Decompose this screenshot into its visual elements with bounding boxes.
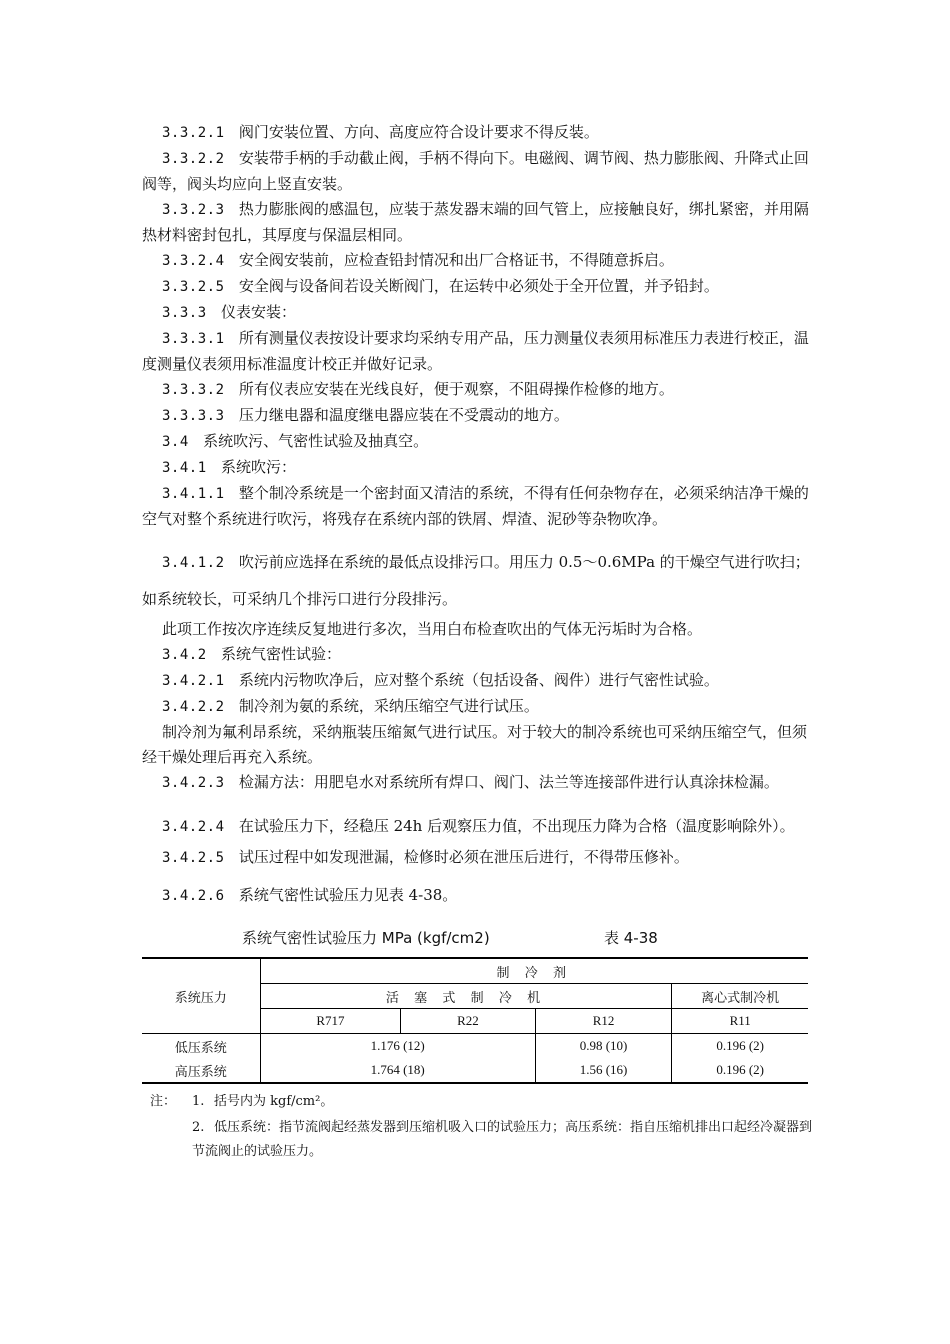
clause-number: 3.4.1.2 [162,555,225,571]
clause-number: 3.3.3.2 [162,382,225,398]
clause-number: 3.4.1.1 [162,486,225,502]
sub-header-centrifugal: 离心式制冷机 [672,984,808,1009]
table-cell: 1.176 (12) [260,1034,535,1059]
sub-header-piston: 活 塞 式 制 冷 机 [260,984,672,1009]
paragraph [142,845,810,871]
paragraph [142,146,810,197]
clause-number: 3.4.2.4 [162,819,225,835]
paragraph-text: 吹污前应选择在系统的最低点设排污口。用压力 0.5～0.6MPa 的干燥空气进行吹扫；如系统较长，可采纳几个排污口进行分段排污。 [142,553,810,608]
column-header: R22 [401,1009,536,1034]
paragraph [142,326,810,377]
paragraph-text: 安全阀与设备间若设关断阀门，在运转中必须处于全开位置，并予铅封。 [238,277,719,295]
table-caption [142,923,810,953]
paragraph-text: 整个制冷系统是一个密封面又清洁的系统，不得有任何杂物存在，必须采纳洁净干燥的空气对整个系统进行吹污，将残存在系统内部的铁屑、焊渣、泥砂等杂物吹净。 [142,484,809,528]
clause-number: 3.3.2.4 [162,253,225,269]
paragraph [142,274,810,300]
paragraph-text: 系统内污物吹净后，应对整个系统（包括设备、阀件）进行气密性试验。 [238,671,719,689]
paragraph-text: 安装带手柄的手动截止阀，手柄不得向下。电磁阀、调节阀、热力膨胀阀、升降式止回阀等，阀头均应向上竖直安装。 [142,149,809,193]
paragraph-text: 热力膨胀阀的感温包，应装于蒸发器末端的回气管上，应接触良好，绑扎紧密，并用隔热材料密封包扎，其厚度与保温层相同。 [142,200,809,244]
paragraph [142,248,810,274]
column-header: R717 [260,1009,401,1034]
clause-number: 3.4.2.2 [162,699,225,715]
clause-number: 3.3.3.3 [162,408,225,424]
note-item [192,1116,812,1164]
column-header: R12 [535,1009,672,1034]
clause-number: 3.4 [162,434,189,450]
paragraph-text: 试压过程中如发现泄漏，检修时必须在泄压后进行，不得带压修补。 [238,848,689,866]
row-label: 低压系统 [174,1039,227,1055]
note-item [192,1090,333,1114]
paragraph-text: 制冷剂为氟利昂系统，采纳瓶装压缩氮气进行试压。对于较大的制冷系统也可采纳压缩空气，但须经干燥处理后再充入系统。 [142,723,808,766]
clause-number: 3.4.2.6 [162,888,225,904]
paragraph [142,120,810,146]
table-cell: 0.196 (2) [672,1034,808,1059]
paragraph [142,403,810,429]
paragraph [142,808,810,845]
paragraph-text: 制冷剂为氨的系统，采纳压缩空气进行试压。 [238,697,539,715]
clause-number: 3.4.2.5 [162,850,225,866]
paragraph-text: 检漏方法：用肥皂水对系统所有焊口、阀门、法兰等连接部件进行认真涂抹检漏。 [238,773,779,791]
table-number: 表 4-38 [604,929,658,947]
paragraph-text: 所有测量仪表按设计要求均采纳专用产品，压力测量仪表须用标准压力表进行校正，温度测量仪表须用标准温度计校正并做好记录。 [142,329,809,373]
paragraph-text: 压力继电器和温度继电器应装在不受震动的地方。 [238,406,569,424]
paragraph [142,720,810,770]
document-page [142,120,813,1166]
paragraph [142,481,810,532]
clause-number: 3.4.2.3 [162,775,225,791]
table-notes [142,1090,813,1166]
paragraph-text: 仪表安装： [220,303,296,321]
paragraph [142,668,810,694]
note-number: 2. [192,1120,205,1135]
clause-number: 3.4.2.1 [162,673,225,689]
paragraph [142,770,810,796]
note-text: 低压系统：指节流阀起经蒸发器到压缩机吸入口的试验压力；高压系统：指自压缩机排出口起经冷凝器到节流阀止的试验压力。 [192,1120,813,1159]
table-cell: 1.56 (16) [535,1058,672,1083]
clause-number: 3.3.2.1 [162,125,225,141]
table-cell: 0.98 (10) [535,1034,672,1059]
paragraph [142,883,810,909]
clause-number: 3.3.3 [162,305,207,321]
paragraph-text: 系统吹污： [220,458,296,476]
table-row [142,1058,808,1083]
table-title: 系统气密性试验压力 MPa (kgf/cm2) [242,929,490,947]
paragraph-text: 安全阀安装前，应检查铅封情况和出厂合格证书，不得随意拆启。 [238,251,674,269]
paragraph [142,642,810,668]
paragraph [142,197,810,248]
pressure-table [142,957,808,1084]
clause-number: 3.3.2.2 [162,151,225,167]
clause-number: 3.3.2.5 [162,279,225,295]
paragraph-text: 系统气密性试验： [220,645,341,663]
paragraph-text: 阀门安装位置、方向、高度应符合设计要求不得反装。 [238,123,599,141]
row-label: 高压系统 [174,1063,227,1079]
paragraph [142,377,810,403]
row-header: 系统压力 [174,989,227,1005]
paragraph-text: 所有仪表应安装在光线良好，便于观察，不阻碍操作检修的地方。 [238,380,674,398]
paragraph-text: 系统吹污、气密性试验及抽真空。 [203,432,429,450]
clause-number: 3.3.2.3 [162,202,225,218]
table-cell: 0.196 (2) [672,1058,808,1083]
column-header: R11 [672,1009,808,1034]
note-text: 括号内为 kgf/cm²。 [214,1094,334,1109]
paragraph [142,544,810,617]
paragraph-text: 系统气密性试验压力见表 4-38。 [238,886,458,904]
paragraph [142,300,810,326]
note-number: 1. [192,1094,205,1109]
paragraph [142,617,810,642]
group-header: 制 冷 剂 [260,958,808,984]
notes-label: 注： [150,1094,177,1109]
paragraph [142,694,810,720]
paragraph-text: 此项工作按次序连续反复地进行多次，当用白布检查吹出的气体无污垢时为合格。 [162,620,703,638]
paragraph [142,429,810,455]
clause-number: 3.4.2 [162,647,207,663]
clause-number: 3.4.1 [162,460,207,476]
clause-number: 3.3.3.1 [162,331,225,347]
table-row [142,1034,808,1059]
paragraph-text: 在试验压力下，经稳压 24h 后观察压力值，不出现压力降为合格（温度影响除外）。 [238,817,795,835]
table-cell: 1.764 (18) [260,1058,535,1083]
paragraph [142,455,810,481]
